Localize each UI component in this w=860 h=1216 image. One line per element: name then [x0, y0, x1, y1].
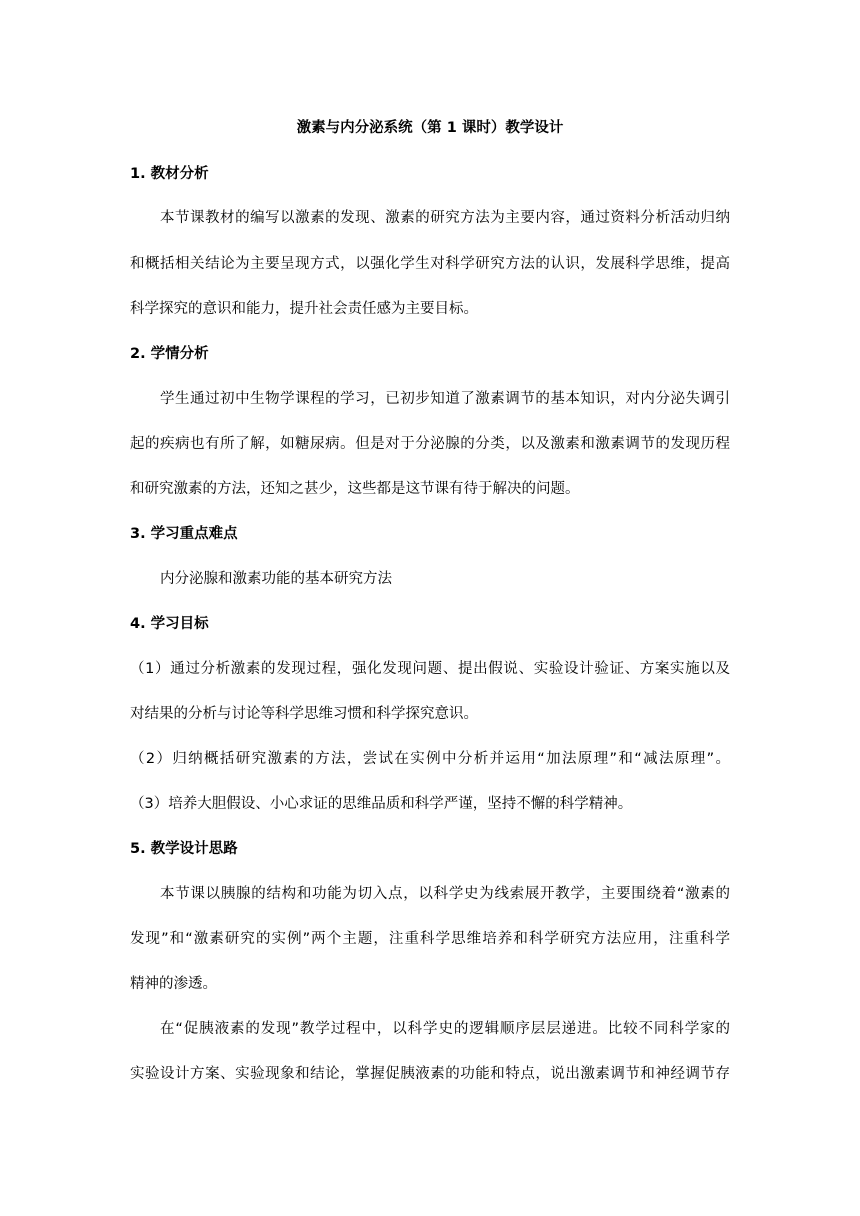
paragraph-line: 和概括相关结论为主要呈现方式，以强化学生对科学研究方法的认识，发展科学思维，提高	[130, 256, 730, 272]
paragraph-line: 在“促胰液素的发现”教学过程中，以科学史的逻辑顺序层层递进。比较不同科学家的	[160, 1021, 730, 1037]
objective-line: （3）培养大胆假设、小心求证的思维品质和科学严谨，坚持不懈的科学精神。	[130, 796, 633, 812]
section-heading-student-analysis: 2. 学情分析	[130, 346, 209, 362]
paragraph-line: 本节课教材的编写以激素的发现、激素的研究方法为主要内容，通过资料分析活动归纳	[160, 210, 730, 226]
paragraph-line: 学生通过初中生物学课程的学习，已初步知道了激素调节的基本知识，对内分泌失调引	[160, 391, 730, 407]
paragraph-line: 科学探究的意识和能力，提升社会责任感为主要目标。	[130, 301, 478, 317]
section-heading-key-difficulties: 3. 学习重点难点	[130, 526, 238, 542]
paragraph-line: 起的疾病也有所了解，如糖尿病。但是对于分泌腺的分类，以及激素和激素调节的发现历程	[130, 436, 730, 452]
section-heading-teaching-material: 1. 教材分析	[130, 166, 209, 182]
document-title: 激素与内分泌系统（第 1 课时）教学设计	[296, 120, 564, 136]
paragraph-line: 本节课以胰腺的结构和功能为切入点，以科学史为线索展开教学，主要围绕着“激素的	[160, 886, 730, 902]
objective-line: （1）通过分析激素的发现过程，强化发现问题、提出假说、实验设计验证、方案实施以及	[130, 661, 730, 677]
paragraph-line: 和研究激素的方法，还知之甚少，这些都是这节课有待于解决的问题。	[130, 481, 580, 497]
paragraph-line: 内分泌腺和激素功能的基本研究方法	[160, 571, 392, 587]
section-heading-design-ideas: 5. 教学设计思路	[130, 841, 238, 857]
paragraph-line: 精神的渗透。	[130, 976, 217, 992]
paragraph-line: 发现”和“激素研究的实例”两个主题，注重科学思维培养和科学研究方法应用，注重科学	[130, 931, 730, 947]
paragraph-line: 实验设计方案、实验现象和结论，掌握促胰液素的功能和特点，说出激素调节和神经调节存	[130, 1066, 730, 1082]
section-heading-learning-objectives: 4. 学习目标	[130, 616, 209, 632]
objective-line: 对结果的分析与讨论等科学思维习惯和科学探究意识。	[130, 706, 478, 722]
objective-line: （2）归纳概括研究激素的方法，尝试在实例中分析并运用“加法原理”和“减法原理”。	[130, 751, 730, 767]
